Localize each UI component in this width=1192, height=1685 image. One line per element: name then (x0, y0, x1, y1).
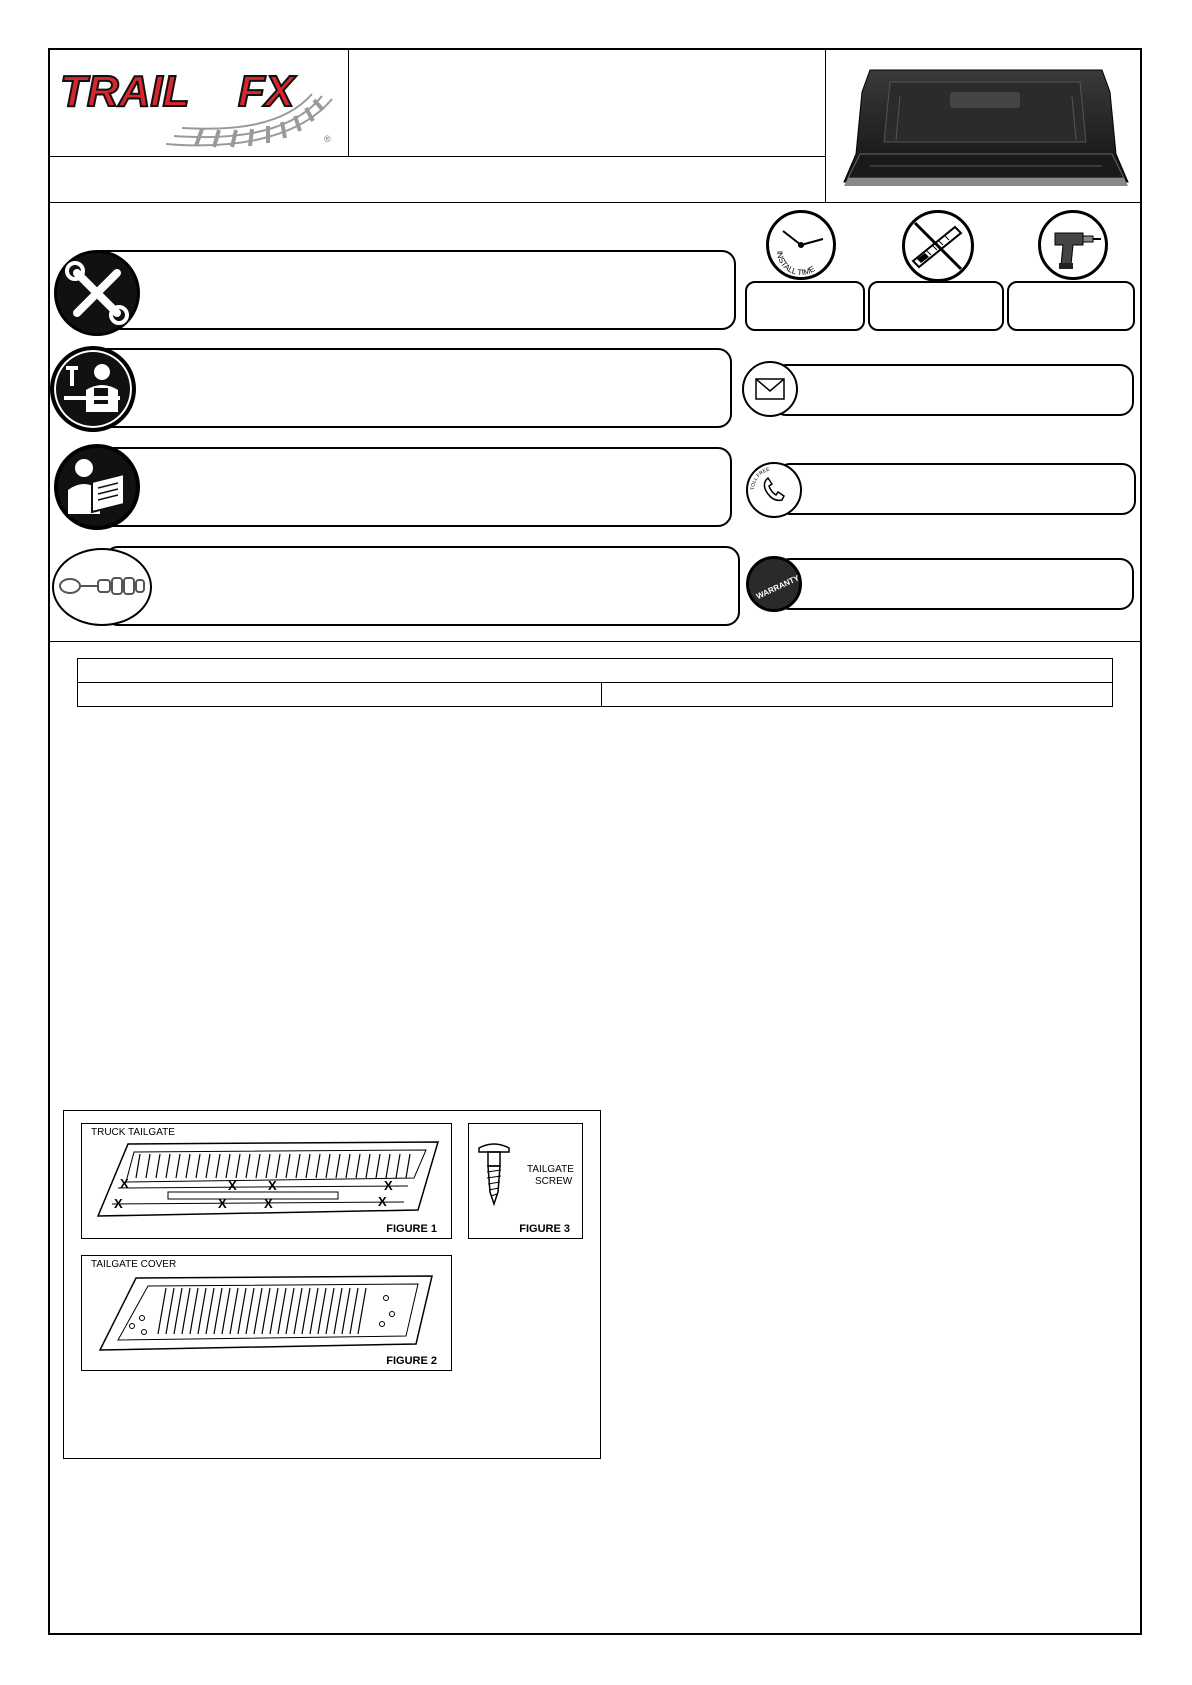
torque-wrench-icon (52, 548, 152, 626)
mechanic-icon (50, 346, 136, 432)
envelope-icon (742, 361, 798, 417)
registered-mark: ® (324, 134, 331, 144)
figure-3-caption: FIGURE 3 (519, 1223, 570, 1235)
figure-3-label-line1: TAILGATE (527, 1164, 574, 1175)
logo-fx-text: FX (238, 67, 295, 116)
phone-icon (746, 462, 802, 518)
figure-1-mark: X (268, 1178, 277, 1193)
tools-icon (54, 250, 140, 336)
clock-icon (766, 210, 836, 280)
install-time-label: INSTALL TIME (774, 250, 817, 277)
drilling-required-box (1007, 281, 1135, 331)
read-instructions-box (92, 447, 732, 527)
logo-trail-text: TRAIL (60, 67, 190, 116)
figure-1-caption: FIGURE 1 (386, 1223, 437, 1235)
truck-bed-liner-photo (840, 62, 1130, 190)
figure-1-mark: X (120, 1176, 129, 1191)
parts-table-row (78, 683, 1112, 706)
figure-2-title: TAILGATE COVER (91, 1259, 177, 1270)
header-divider-2 (825, 49, 826, 202)
header-bottom-divider (49, 202, 1141, 203)
parts-table-cell-right (602, 683, 1112, 706)
warranty-box (776, 558, 1134, 610)
svg-text:INSTALL TIME (775, 251, 816, 277)
email-box (772, 364, 1134, 416)
header-divider-1 (348, 49, 349, 156)
cutting-required-box (868, 281, 1004, 331)
figure-3-label-line2: SCREW (535, 1176, 573, 1187)
professional-install-box (88, 348, 732, 428)
manual-reader-icon (54, 444, 140, 530)
figure-1-mark: X (378, 1194, 387, 1209)
figure-2-caption: FIGURE 2 (386, 1355, 437, 1367)
warranty-badge-label: WARRANTY (754, 573, 799, 602)
install-time-box (745, 281, 865, 331)
figure-1-mark: X (384, 1178, 393, 1193)
header-row-divider (49, 156, 825, 157)
parts-table-cell-left (78, 683, 602, 706)
parts-table-header (78, 659, 1112, 683)
figure-2 (81, 1255, 452, 1371)
torque-specs-box (104, 546, 740, 626)
figure-1-mark: X (218, 1196, 227, 1211)
figures-panel (63, 1110, 601, 1459)
warranty-badge-icon (746, 556, 802, 612)
parts-table (77, 658, 1113, 707)
phone-ring-label: TOLL FREE (749, 466, 771, 491)
brand-logo (56, 54, 342, 152)
figure-1-title: TRUCK TAILGATE (91, 1127, 175, 1138)
icons-bottom-divider (49, 641, 1141, 642)
phone-box (776, 463, 1136, 515)
figure-1-mark: X (228, 1178, 237, 1193)
figure-1 (81, 1123, 452, 1239)
tools-required-box (88, 250, 736, 330)
figure-1-mark: X (114, 1196, 123, 1211)
no-saw-icon (902, 210, 974, 282)
figure-3 (468, 1123, 583, 1239)
figure-1-mark: X (264, 1196, 273, 1211)
drill-icon (1038, 210, 1108, 280)
